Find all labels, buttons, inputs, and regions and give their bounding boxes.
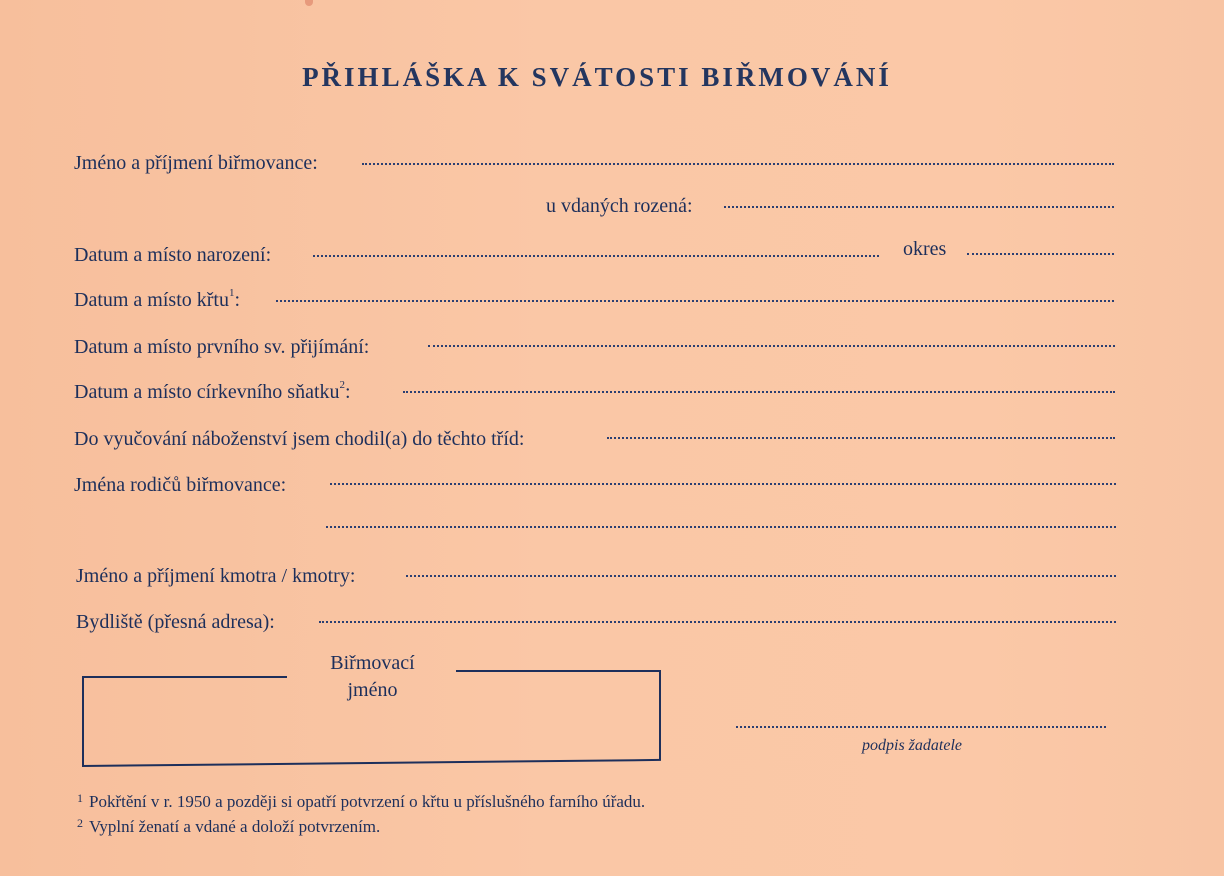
- label-birth: Datum a místo narození:: [74, 244, 272, 266]
- field-birth[interactable]: [313, 255, 879, 257]
- label-religion: Do vyučování náboženství jsem chodil(a) do těchto tříd:: [74, 428, 525, 450]
- confirmation-name-line1: Biřmovací: [330, 652, 415, 674]
- label-baptism: Datum a místo křtu$^1$:: [74, 287, 241, 311]
- field-parents[interactable]: [330, 483, 1116, 485]
- paper-mark: [305, 0, 313, 6]
- field-maiden[interactable]: [724, 206, 1114, 208]
- footnote-1: [77, 792, 645, 812]
- footnote-1-number: 1: [77, 791, 83, 805]
- label-baptism-text: Datum a místo křtu: [74, 289, 229, 311]
- label-communion: Datum a místo prvního sv. přijímání:: [74, 336, 370, 358]
- box-border-bottom: [82, 759, 661, 767]
- form-title: PŘIHLÁŠKA K SVÁTOSTI BIŘMOVÁNÍ: [302, 62, 892, 92]
- box-border-right: [659, 670, 661, 760]
- field-religion[interactable]: [607, 437, 1115, 439]
- label-district: okres: [903, 238, 947, 260]
- field-communion[interactable]: [428, 345, 1115, 347]
- box-border-top-left: [82, 676, 287, 678]
- confirmation-name-line2: jméno: [347, 679, 398, 701]
- label-maiden: u vdaných rozená:: [546, 195, 693, 217]
- footnote-2: [77, 817, 380, 837]
- field-parents-continued[interactable]: [326, 526, 1116, 528]
- box-border-left: [82, 676, 84, 766]
- confirmation-name-caption: [300, 650, 445, 704]
- label-address: Bydliště (přesná adresa):: [76, 611, 275, 633]
- label-marriage: Datum a místo církevního sňatku$^2$:: [74, 379, 351, 403]
- label-parents: Jména rodičů biřmovance:: [74, 474, 287, 496]
- footnote-ref-1: 1: [228, 287, 235, 300]
- label-godparent: Jméno a příjmení kmotra / kmotry:: [76, 565, 356, 587]
- field-godparent[interactable]: [406, 575, 1116, 577]
- signature-field[interactable]: [736, 726, 1106, 728]
- field-baptism[interactable]: [276, 300, 1114, 302]
- field-district[interactable]: [967, 253, 1114, 255]
- field-name[interactable]: [362, 163, 1114, 165]
- signature-caption: podpis žadatele: [862, 737, 962, 754]
- footnote-1-text: Pokřtění v r. 1950 a později si opatří potvrzení o křtu u příslušného farního úřadu.: [89, 792, 646, 811]
- footnote-ref-2: 2: [339, 379, 346, 392]
- footnote-2-number: 2: [77, 816, 83, 830]
- field-marriage[interactable]: [403, 391, 1115, 393]
- label-name: Jméno a příjmení biřmovance:: [74, 152, 318, 174]
- box-border-top-right: [456, 670, 661, 672]
- field-address[interactable]: [319, 621, 1116, 623]
- confirmation-name-field[interactable]: [90, 700, 652, 758]
- footnote-2-text: Vyplní ženatí a vdané a doloží potvrzením.: [89, 817, 381, 836]
- label-marriage-text: Datum a místo církevního sňatku: [74, 381, 340, 403]
